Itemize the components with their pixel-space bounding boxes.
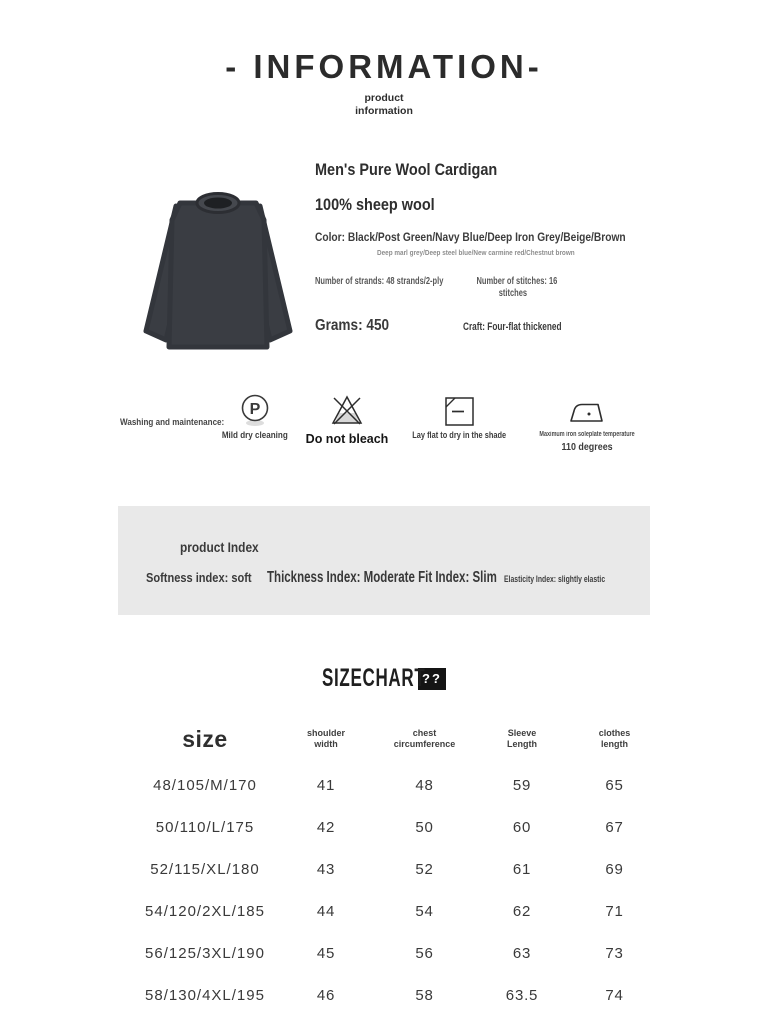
page-subtitle-line2: information: [355, 105, 413, 117]
product-name: Men's Pure Wool Cardigan: [315, 160, 498, 179]
table-row: [130, 890, 662, 932]
cell-sleeve: 62: [512, 902, 532, 920]
cell-length: 65: [605, 776, 624, 794]
cell-length: 73: [605, 944, 624, 962]
col-header-shoulder-width: shoulder width: [306, 727, 345, 749]
size-table: [130, 714, 662, 1016]
care-item-iron-temp: [522, 393, 652, 453]
product-specs-row1: [315, 276, 665, 300]
sweater-collar-opening: [204, 198, 232, 209]
col-header-clothes-length: clothes length: [598, 727, 631, 749]
cell-size: 48/105/M/170: [153, 776, 257, 794]
cell-length: 67: [605, 818, 624, 836]
spec-grams: Grams: 450: [315, 317, 390, 334]
col-header-size: size: [182, 725, 228, 752]
cell-chest: 52: [415, 860, 434, 878]
cell-chest: 50: [415, 818, 434, 836]
size-chart-heading: [0, 664, 768, 693]
col-header-sleeve-length: Sleeve Length: [507, 727, 537, 749]
care-caption-iron-temp: Maximum iron soleplate temperature: [539, 431, 635, 438]
col-header-chest-circumference: chest circumference: [393, 727, 456, 749]
missing-glyph-box: ??: [418, 668, 446, 690]
spec-stitches: Number of stitches: 16 stitches: [476, 276, 558, 299]
elasticity-index: Elasticity Index: slightly elastic: [504, 574, 606, 585]
lay-flat-dry-icon: [397, 393, 522, 427]
iron-max-temp-icon: [522, 393, 652, 427]
page-subtitle-line1: product: [364, 92, 404, 104]
table-row: [130, 974, 662, 1016]
care-caption-lay-flat-dry: Lay flat to dry in the shade: [412, 430, 507, 441]
cell-shoulder: 45: [316, 944, 336, 962]
product-colors-extra: Deep marl grey/Deep steel blue/New carmine red/Chestnut brown: [377, 248, 575, 257]
cell-sleeve: 63.5: [505, 986, 539, 1004]
cell-length: 74: [605, 986, 624, 1004]
cell-sleeve: 59: [512, 776, 532, 794]
care-item-dry-clean: [212, 393, 297, 441]
table-row: [130, 932, 662, 974]
cell-shoulder: 44: [316, 902, 336, 920]
size-chart-title: SIZECHART: [322, 664, 426, 692]
cell-size: 58/130/4XL/195: [145, 986, 265, 1004]
care-caption-iron-degrees: 110 degrees: [561, 441, 613, 453]
product-index-panel: [118, 506, 650, 615]
cell-size: 50/110/L/175: [155, 818, 255, 836]
size-table-header-row: [130, 714, 662, 764]
cell-sleeve: 63: [512, 944, 532, 962]
page-title: - INFORMATION-: [225, 48, 543, 85]
product-index-title: product Index: [180, 539, 259, 555]
cell-size: 56/125/3XL/190: [145, 944, 265, 962]
cell-chest: 54: [415, 902, 434, 920]
cell-shoulder: 46: [316, 986, 336, 1004]
cell-shoulder: 41: [316, 776, 336, 794]
cell-chest: 58: [415, 986, 434, 1004]
thickness-fit-index: Thickness Index: Moderate Fit Index: Slim: [267, 569, 497, 586]
softness-index: Softness index: soft: [146, 570, 252, 585]
care-item-do-not-bleach: [297, 393, 397, 446]
care-caption-do-not-bleach: Do not bleach: [305, 432, 389, 446]
cell-size: 52/115/XL/180: [150, 860, 260, 878]
cell-shoulder: 42: [316, 818, 336, 836]
product-image: [116, 160, 320, 368]
page-header: [0, 48, 768, 118]
cell-length: 69: [605, 860, 624, 878]
sweater-illustration: [116, 160, 320, 368]
cell-sleeve: 60: [512, 818, 532, 836]
care-label: Washing and maintenance:: [120, 417, 225, 428]
table-row: [130, 848, 662, 890]
care-caption-dry-clean: Mild dry cleaning: [221, 430, 288, 441]
product-index-row: [146, 569, 650, 587]
product-colors: Color: Black/Post Green/Navy Blue/Deep Iron Grey/Beige/Brown: [315, 230, 626, 244]
product-material: 100% sheep wool: [315, 195, 435, 214]
cell-size: 54/120/2XL/185: [145, 902, 265, 920]
cell-shoulder: 43: [316, 860, 336, 878]
cell-chest: 48: [415, 776, 434, 794]
care-item-lay-flat-dry: [397, 393, 522, 441]
page-subtitle: [0, 92, 768, 118]
cell-chest: 56: [415, 944, 434, 962]
product-specs-row2: [315, 317, 665, 335]
cell-sleeve: 61: [512, 860, 532, 878]
sweater-torso: [169, 203, 267, 347]
care-instructions: [120, 393, 652, 453]
table-row: [130, 764, 662, 806]
product-info: [315, 160, 665, 335]
dry-clean-p-icon: [212, 393, 297, 427]
svg-text:P: P: [249, 401, 260, 418]
cell-length: 71: [605, 902, 624, 920]
table-row: [130, 806, 662, 848]
spec-strands: Number of strands: 48 strands/2-ply: [315, 276, 444, 287]
do-not-bleach-icon: [297, 393, 397, 427]
spec-craft: Craft: Four-flat thickened: [463, 321, 562, 333]
